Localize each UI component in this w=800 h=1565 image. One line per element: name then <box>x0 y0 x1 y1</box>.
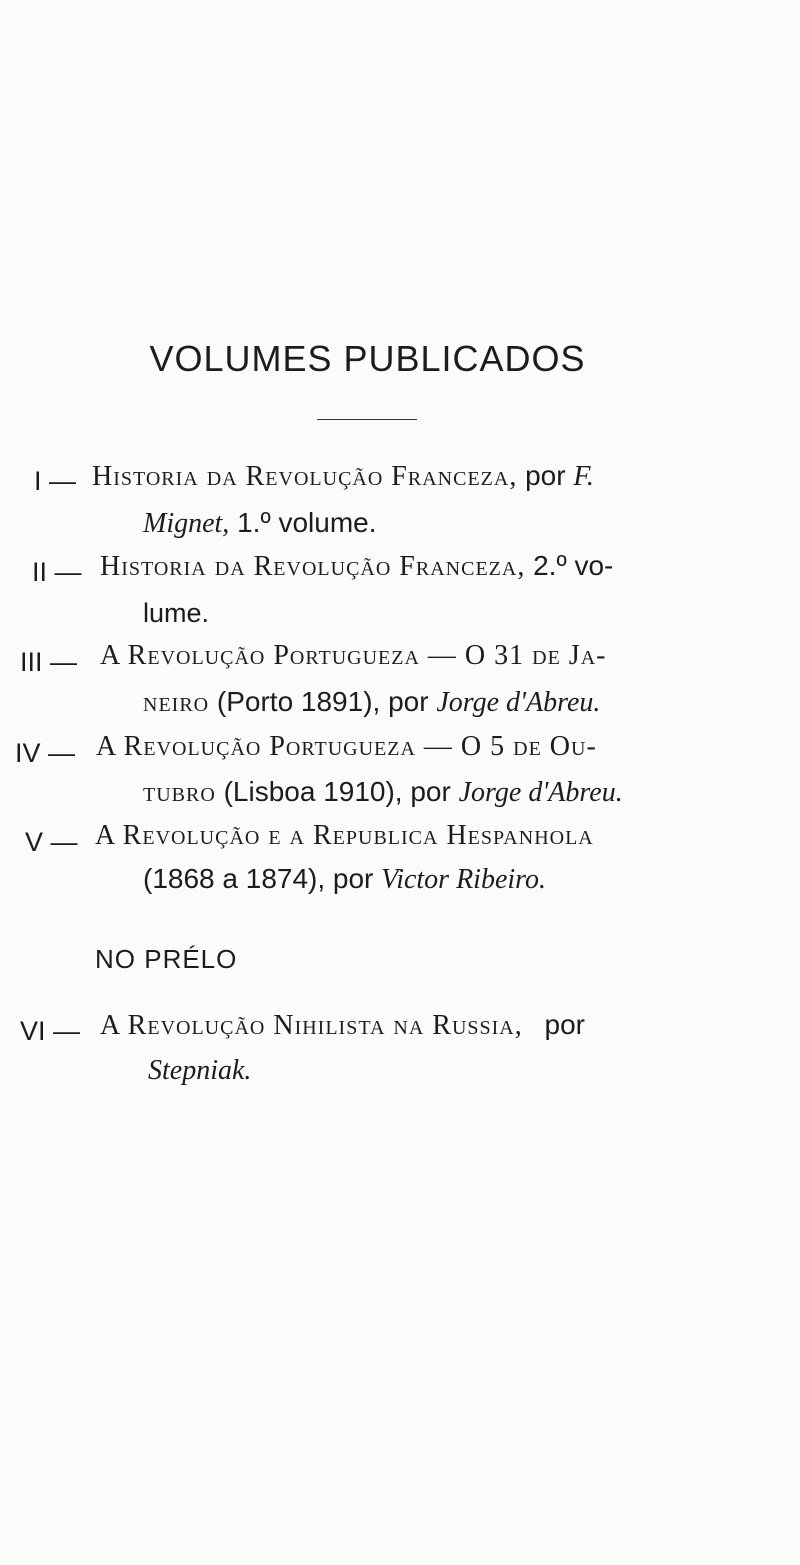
entry-line: lume. <box>143 598 210 628</box>
entry-text: (Lisboa 1910), por <box>215 776 459 807</box>
entry-line <box>143 863 546 896</box>
entry-title: A Revolução Portugueza — O 31 de Ja- <box>100 640 607 671</box>
entry-author: F. <box>573 461 594 492</box>
entry-text: 1.º volume. <box>229 507 377 538</box>
entry-number: VI — <box>20 1016 81 1046</box>
entry-author: Jorge d'Abreu. <box>458 777 623 808</box>
entry-number: V — <box>25 827 78 857</box>
entry-text: (Porto 1891), por <box>209 686 437 717</box>
section-label: NO PRÉLO <box>95 944 238 974</box>
entry-title: Historia da Revolução Franceza, <box>92 461 518 492</box>
entry-number: III — <box>20 647 78 677</box>
entry-title: A Revolução Nihilista na Russia, <box>100 1010 523 1041</box>
entry-text: por <box>517 460 574 491</box>
entry-author: Mignet, <box>143 508 230 539</box>
entry-number: I — <box>34 466 77 496</box>
entry-author: Stepniak. <box>148 1055 252 1086</box>
entry-title: Historia da Revolução Franceza, <box>100 551 526 582</box>
entry-title: A Revolução e a Republica Hespanhola <box>95 820 594 851</box>
entry-author: Jorge d'Abreu. <box>436 687 601 718</box>
entry-title: A Revolução Portugueza — O 5 de Ou- <box>96 731 597 762</box>
entry-text: por <box>536 1009 585 1040</box>
entry-title: neiro <box>143 687 210 718</box>
entry-number: IV — <box>15 738 76 768</box>
entry-text: 2.º vo- <box>525 550 614 581</box>
entry-number: II — <box>32 557 82 587</box>
entry-line <box>143 507 377 540</box>
entry-line <box>143 776 623 809</box>
entry-line <box>100 1009 585 1042</box>
entry-line <box>92 460 594 493</box>
page-title: VOLUMES PUBLICADOS <box>149 338 586 379</box>
entry-line <box>100 550 613 583</box>
entry-line <box>143 686 600 719</box>
entry-text: (1868 a 1874), por <box>143 863 382 894</box>
entry-title: tubro <box>143 777 216 808</box>
entry-author: Victor Ribeiro. <box>381 864 547 895</box>
title-divider <box>317 419 417 420</box>
